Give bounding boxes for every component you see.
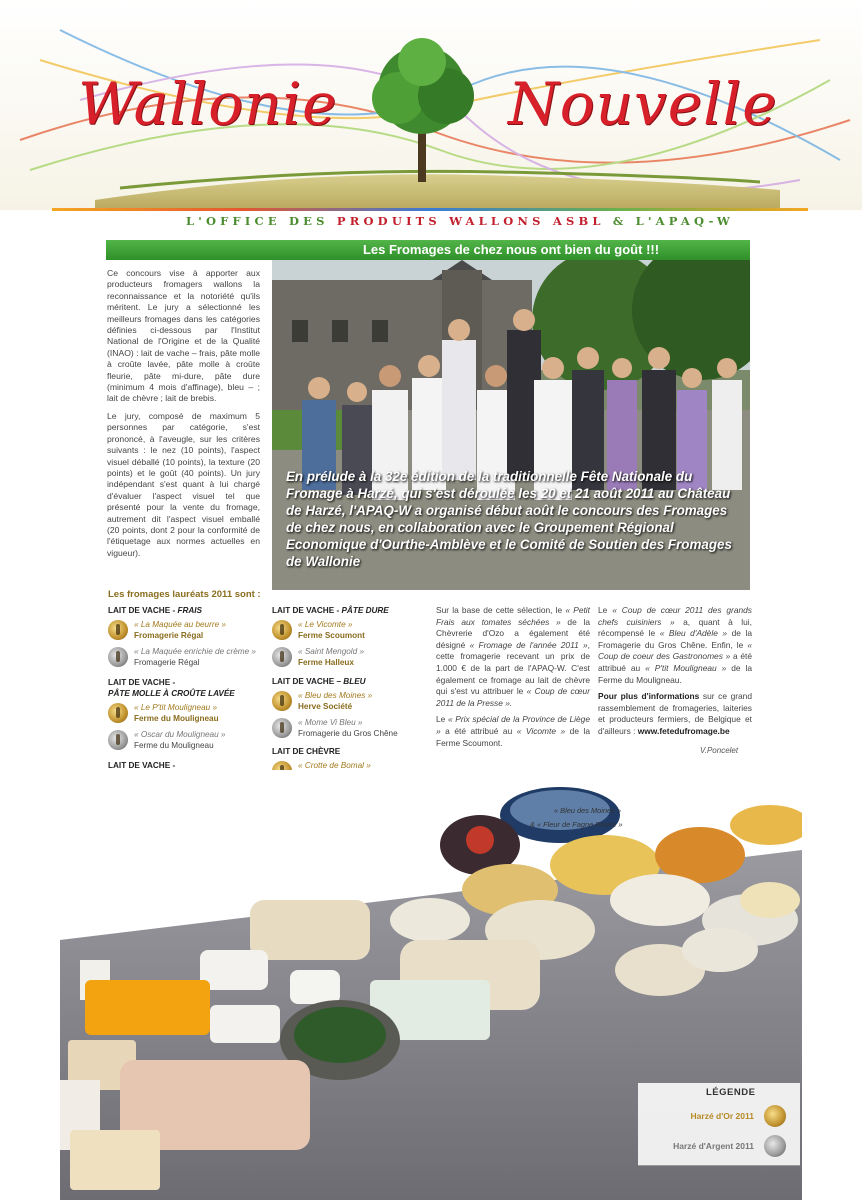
legend-row-gold <box>646 1105 786 1127</box>
text-run: « Coup de coeur des Gastronomes » <box>598 639 752 662</box>
text-run: de la Ferme Scoumont. <box>436 725 590 748</box>
legend-label-silver: Harzé d'Argent 2011 <box>673 1141 754 1151</box>
website-link[interactable]: www.fetedufromage.be <box>637 725 730 736</box>
category-heading-sub: FRAIS <box>177 606 203 615</box>
cheese-maker: Fromagerie Régal <box>134 631 204 640</box>
category-heading-main: LAIT DE CHÈVRE <box>272 747 341 756</box>
laureate-entry <box>108 729 268 753</box>
author-signature: V.Poncelet <box>700 746 739 755</box>
text-run: Pour plus d'informations <box>598 691 700 702</box>
text-run: de la Chèvrerie d'Ozo a également été désigné <box>436 616 590 650</box>
laureate-entry <box>272 646 432 670</box>
text-run: a été attribué au <box>440 725 517 736</box>
text-run: « Bleu d'Adèle » <box>659 628 728 639</box>
cheese-maker: Fromagerie Régal <box>134 658 200 667</box>
cheese-name: « La Maquée au beurre » <box>134 620 226 629</box>
text-run: , cette fromagerie recevant un prix de 1.000 € de la part de l'APAQ-W. C'est également ce fromage au lait de chèvre qui s'est vu attribuer le <box>436 639 590 697</box>
legend-row-silver <box>646 1135 786 1157</box>
cheese-maker: Ferme du Mouligneau <box>134 714 219 723</box>
gold-medal-icon <box>764 1105 786 1127</box>
category-vache-frais <box>108 605 268 670</box>
title-bar-extension <box>106 240 272 260</box>
text-column-3 <box>436 605 590 754</box>
laureates-title: Les fromages lauréats 2011 sont : <box>108 589 261 600</box>
text-run: « Petit Frais aux tomates séchées » <box>436 605 590 627</box>
silver-medal-icon <box>764 1135 786 1157</box>
column-4-paragraph-1 <box>598 605 752 686</box>
cheese-maker: Ferme Scoumont <box>298 631 365 640</box>
category-heading-main: LAIT DE VACHE – <box>272 677 344 686</box>
text-run: a, quant à lui, récompensé le <box>598 616 752 639</box>
category-heading-main: LAIT DE VACHE - <box>108 606 178 615</box>
text-column-4 <box>598 605 752 743</box>
intro-paragraph-2: Le jury, composé de maximum 5 personnes par catégorie, s'est prononcé, à l'aveugle, sur les critères suivants : le nez (10 points), l'aspect visuel déballé (10 points), la texture (20 points) et le goût (40 points). Un jury indépendant s'est quant à lui chargé d'évaluer l'aspect visuel tel que présenté pour la vente du fromage, autrement dit l'aspect visuel emballé (20 points, dont 2 pour la conformité de l'étiquetage aux normes actuelles en vigueur). <box>107 410 260 558</box>
text-run: « Coup de cœur 2011 des grands chefs cuisiniers » <box>598 605 752 627</box>
article-title: Les Fromages de chez nous ont bien du goût !!! <box>272 240 750 260</box>
masthead-title-right: Nouvelle <box>508 70 778 138</box>
text-run: « Prix spécial de la Province de Liège » <box>436 714 590 736</box>
cheese-name: « Saint Mengold » <box>298 647 364 656</box>
column-3-paragraph-2 <box>436 714 590 749</box>
intro-column <box>107 268 260 565</box>
category-vache-bleu <box>272 676 432 741</box>
category-vache-dure <box>272 605 432 670</box>
category-heading-sub: PÂTE DURE <box>341 606 389 615</box>
column-3-paragraph-1 <box>436 605 590 709</box>
cheese-name: « La Maquée enrichie de crème » <box>134 647 256 656</box>
office-subtitle-mid: PRODUITS WALLONS ASBL <box>336 214 605 228</box>
cheese-label-fleur: & « Fleur de Fagne Poivre » <box>530 820 623 829</box>
cheese-maker: Fromagerie du Gros Chêne <box>298 729 398 738</box>
category-heading <box>272 676 432 687</box>
cheese-name: « Crotte de Bomal » <box>298 761 371 770</box>
text-run: Le <box>436 714 448 725</box>
text-run: « Coup de cœur 2011 de la Presse ». <box>436 686 590 708</box>
category-heading <box>272 605 432 616</box>
cheese-name: « Oscar du Mouligneau » <box>134 730 226 739</box>
category-heading-main: LAIT DE VACHE - <box>108 678 176 687</box>
category-heading-sub: PÂTE MOLLE À CROÛTE LAVÉE <box>108 689 235 698</box>
text-run: a été attribué au <box>598 651 752 673</box>
silver-medal-icon <box>108 647 128 667</box>
cheese-name: « Le P'tit Mouligneau » <box>134 703 218 712</box>
category-heading-sub: BLEU <box>343 677 366 686</box>
cheese-name: « Bleu des Moines » <box>298 691 373 700</box>
text-run: Le <box>598 605 613 615</box>
cheese-maker: Herve Société <box>298 702 353 711</box>
laureate-entry <box>108 646 268 670</box>
office-subtitle-left: L'OFFICE DES <box>185 214 337 228</box>
masthead-title-left: Wallonie <box>78 70 338 138</box>
text-run: Sur la base de cette sélection, le <box>436 605 566 615</box>
photo-caption: En prélude à la 32e édition de la traditionnelle Fête Nationale du Fromage à Harzé, qui s'est déroulée les 20 et 21 août 2011 au Château de Harzé, l'APAQ-W a organisé début août le concours des Fromages de chez nous, en collaboration avec le Groupement Régional Economique d'Ourthe-Amblève et le Comité de Soutien des Fromages de Wallonie <box>286 469 732 569</box>
intro-paragraph-1: Ce concours vise à apporter aux producteurs fromagers wallons la reconnaissance et la notoriété qu'ils méritent. Le jury a sélectionné les meilleurs fromages dans les catégories définies ci-dessous par l'Institut National de l'Origine et de la Qualité (INAO) : lait de vache – frais, pâte molle à croûte lavée, pâte molle à croûte fleurie, pâte mi-dure, pâte dure (minimum 4 mois d'affinage), bleu – ; lait de chèvre ; lait de brebis. <box>107 268 260 404</box>
text-run: « P'tit Mouligneau » <box>645 662 727 673</box>
cheese-label-bleu: « Bleu des Moines » <box>554 806 621 815</box>
category-vache-lavee <box>108 677 268 753</box>
gold-medal-icon <box>108 620 128 640</box>
text-run: de la Fromagerie du Gros Chêne. Enfin, le <box>598 628 752 650</box>
silver-medal-icon <box>108 730 128 750</box>
silver-medal-icon <box>272 647 292 667</box>
text-run: sur ce grand rassemblement de fromageries, laiteries et producteurs fermiers, de Belgique et d'ailleurs : <box>598 691 752 736</box>
category-heading <box>108 605 268 616</box>
laureate-entry <box>272 619 432 643</box>
laureate-entry <box>108 619 268 643</box>
category-heading-main: LAIT DE VACHE - <box>272 606 342 615</box>
gold-medal-icon <box>272 691 292 711</box>
category-heading <box>272 746 432 757</box>
gold-medal-icon <box>272 620 292 640</box>
cheese-name: « Le Vicomte » <box>298 620 353 629</box>
laureate-entry <box>108 702 268 726</box>
header-divider <box>52 208 808 211</box>
gold-medal-icon <box>108 703 128 723</box>
category-heading-main: LAIT DE VACHE - <box>108 761 176 770</box>
laureate-entry <box>272 690 432 714</box>
column-4-paragraph-2 <box>598 691 752 737</box>
cheese-maker: Ferme Halleux <box>298 658 354 667</box>
legend-box <box>638 1083 800 1166</box>
cheese-maker: Ferme du Mouligneau <box>134 741 214 750</box>
laureate-entry <box>272 717 432 741</box>
legend-label-gold: Harzé d'Or 2011 <box>690 1111 754 1121</box>
text-run: « Fromage de l'année 2011 » <box>469 639 588 650</box>
silver-medal-icon <box>272 718 292 738</box>
office-subtitle <box>150 214 770 228</box>
office-subtitle-right: & L'APAQ-W <box>604 214 735 228</box>
text-run: « Vicomte » <box>516 725 566 736</box>
category-heading <box>108 677 268 699</box>
legend-title: LÉGENDE <box>706 1087 756 1098</box>
text-run: de la Ferme du Mouligneau. <box>598 662 752 685</box>
masthead <box>0 0 862 210</box>
cheese-name: « Mome Vi Bleu » <box>298 718 363 727</box>
